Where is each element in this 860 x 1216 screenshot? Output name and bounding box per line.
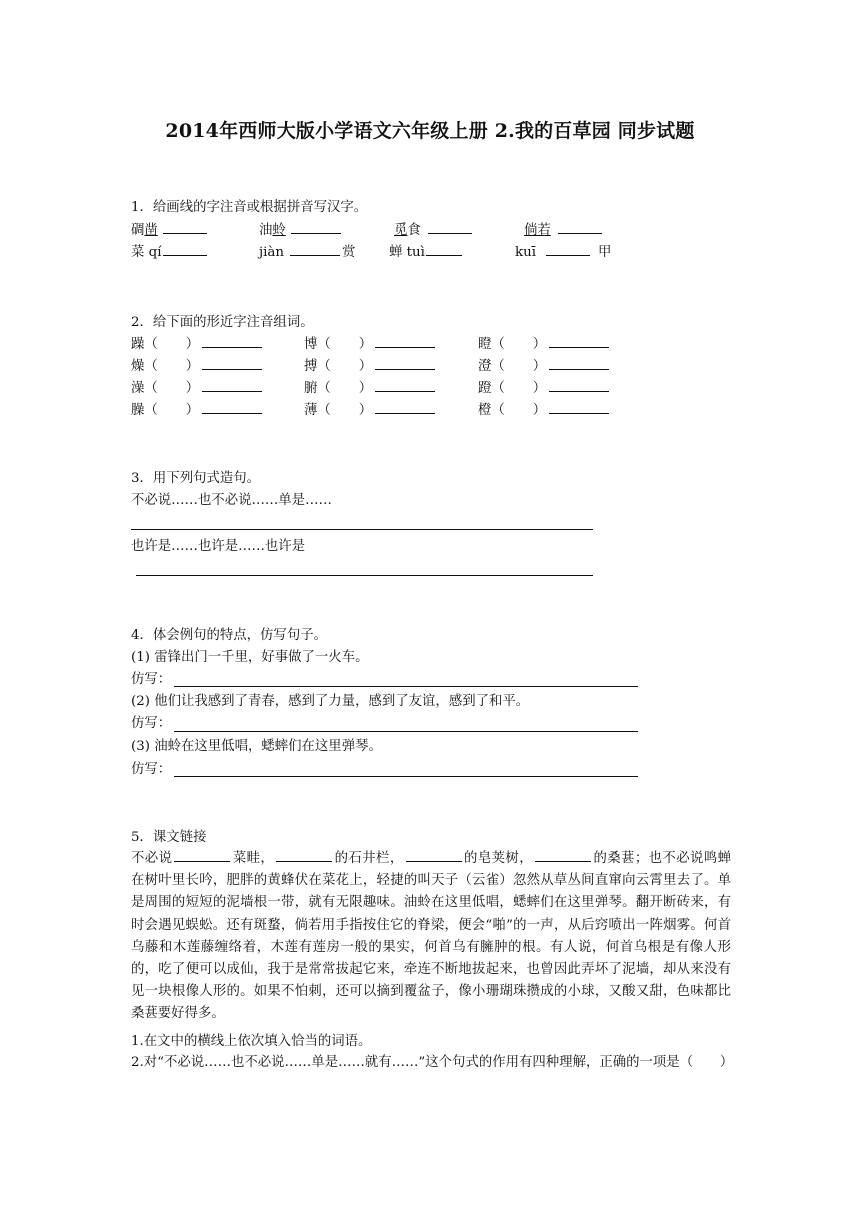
answer-blank[interactable]: [426, 243, 462, 256]
paren-close: ）: [532, 359, 547, 374]
answer-line[interactable]: [136, 575, 593, 576]
q2-char: 腑: [304, 381, 318, 396]
answer-blank[interactable]: [375, 401, 435, 414]
q3-pattern-1: 不必说……也不必说……单是……: [131, 493, 332, 508]
answer-blank[interactable]: [428, 221, 472, 234]
passage-text: 的桑葚；也不必说鸣蝉在树叶里长吟，肥胖的黄蜂伏在菜花上，轻捷的叫天子（云雀）忽然从草丛间直窜向云霄里去了。单是周围的短短的泥墙根一带，就有无限趣味。油蛉在这里低唱，蟋蟀们在这里弹琴。翻开断砖来，有时会遇见蜈蚣。还有斑蝥，倘若用手指按住它的脊梁，便会“啪”的一声，从后窍喷出一阵烟雾。何首乌藤和木莲藤缠络着，木莲有莲房一般的果实，何首乌有臃肿的根。有人说，何首乌根是有像人形的，吃了便可以成仙，我于是常常拔起它来，牵连不断地拔起来，也曾因此弄坏了泥墙，却从来没有见一块根像人形的。如果不怕刺，还可以摘到覆盆子，像小珊瑚珠攒成的小球，又酸又甜，色味都比桑葚要好得多。: [131, 851, 732, 1022]
q5-heading: 5．课文链接: [131, 830, 207, 845]
answer-blank[interactable]: [202, 379, 262, 392]
q1-item-1-underlined: 凿: [144, 223, 158, 238]
q2-cell: [304, 357, 437, 376]
q2-char: 搏: [304, 359, 318, 374]
document-title: 2014年西师大版小学语文六年级上册 2.我的百草园 同步试题: [165, 120, 695, 142]
paren-open: （: [491, 359, 505, 374]
q2-heading: 2．给下面的形近字注音组词。: [131, 315, 314, 330]
q4-imitate-label-3: 仿写：: [131, 762, 172, 777]
answer-blank[interactable]: [375, 379, 435, 392]
paren-open: （: [144, 337, 158, 352]
q2-char: 燥: [131, 359, 145, 374]
passage-text: 的石井栏，: [334, 851, 404, 866]
paren-open: （: [491, 337, 505, 352]
q1-pinyin-4-text: kuī: [515, 245, 537, 260]
paren-close: ）: [358, 381, 373, 396]
q1-pinyin-3: [389, 243, 464, 262]
q2-cell: [304, 335, 437, 354]
q2-cell: [478, 401, 611, 420]
q2-cell: [131, 379, 264, 398]
passage-text: 不必说: [131, 851, 173, 866]
q2-char: 橙: [478, 403, 492, 418]
paren-open: （: [144, 381, 158, 396]
q1-item-2: [259, 221, 343, 240]
answer-blank[interactable]: [174, 849, 230, 862]
q2-cell: [304, 401, 437, 420]
q1-item-2-char: 油: [259, 223, 273, 238]
q2-cell: [478, 335, 611, 354]
q5-sub-question-1: 1.在文中的横线上依次填入恰当的词语。: [131, 1034, 372, 1049]
q4-heading: 4．体会例句的特点，仿写句子。: [131, 628, 327, 643]
q2-cell: [131, 401, 264, 420]
paren-open: （: [317, 337, 331, 352]
answer-blank[interactable]: [291, 221, 341, 234]
answer-blank[interactable]: [546, 243, 590, 256]
paren-open: （: [317, 381, 331, 396]
answer-blank[interactable]: [276, 849, 332, 862]
paren-close: ）: [358, 359, 373, 374]
answer-blank[interactable]: [375, 335, 435, 348]
answer-blank[interactable]: [549, 379, 609, 392]
paren-close: ）: [185, 359, 200, 374]
answer-line[interactable]: [174, 686, 638, 687]
q3-pattern-2: 也许是……也许是……也许是: [131, 539, 306, 554]
q1-pinyin-1: [131, 243, 209, 262]
q4-imitate-label-1: 仿写：: [131, 672, 172, 687]
q1-item-2-underlined: 蛉: [272, 223, 286, 238]
paren-close: ）: [358, 403, 373, 418]
paren-open: （: [144, 403, 158, 418]
answer-blank[interactable]: [549, 335, 609, 348]
answer-line[interactable]: [174, 731, 638, 732]
q5-sub-question-2: 2.对“不必说……也不必说……单是……就有……”这个句式的作用有四种理解，正确的一项是（ ）: [131, 1055, 734, 1070]
paren-open: （: [491, 381, 505, 396]
paren-close: ）: [185, 381, 200, 396]
q1-pinyin-4-char: 甲: [598, 245, 612, 260]
passage-text: 的皂荚树，: [463, 851, 534, 866]
paren-close: ）: [532, 337, 547, 352]
q1-pinyin-2-text: jiàn: [259, 245, 285, 260]
q1-item-3-char: 食: [407, 223, 421, 238]
q2-char: 薄: [304, 403, 318, 418]
answer-blank[interactable]: [558, 221, 602, 234]
q2-char: 澡: [131, 381, 145, 396]
q2-char: 躁: [131, 337, 145, 352]
q4-imitate-label-2: 仿写：: [131, 716, 172, 731]
q2-cell: [131, 335, 264, 354]
q1-item-3-underlined: 觅: [394, 223, 408, 238]
paren-close: ）: [532, 403, 547, 418]
answer-blank[interactable]: [290, 243, 340, 256]
q2-cell: [478, 357, 611, 376]
q1-item-1: [131, 221, 209, 240]
answer-blank[interactable]: [163, 221, 207, 234]
answer-blank[interactable]: [202, 357, 262, 370]
q1-pinyin-4: [515, 243, 611, 262]
answer-blank[interactable]: [375, 357, 435, 370]
paren-close: ）: [358, 337, 373, 352]
answer-blank[interactable]: [549, 401, 609, 414]
answer-line[interactable]: [131, 529, 593, 530]
q5-passage: [131, 848, 731, 1026]
answer-blank[interactable]: [406, 849, 462, 862]
q1-pinyin-3-text: 蝉 tuì: [389, 245, 425, 260]
q2-cell: [131, 357, 264, 376]
passage-text: 菜畦，: [232, 851, 275, 866]
paren-open: （: [144, 359, 158, 374]
paren-open: （: [317, 359, 331, 374]
q3-heading: 3．用下列句式造句。: [131, 471, 261, 486]
q1-pinyin-2-char: 赏: [342, 245, 356, 260]
paren-open: （: [491, 403, 505, 418]
q1-item-1-char: 碉: [131, 223, 145, 238]
q4-item-1: (1) 雷锋出门一千里，好事做了一火车。: [131, 650, 369, 665]
paren-close: ）: [532, 381, 547, 396]
paren-open: （: [317, 403, 331, 418]
answer-blank[interactable]: [535, 849, 591, 862]
q4-item-3: (3) 油蛉在这里低唱，蟋蟀们在这里弹琴。: [131, 739, 382, 754]
q2-char: 臊: [131, 403, 145, 418]
q2-char: 博: [304, 337, 318, 352]
q1-heading: 1．给画线的字注音或根据拼音写汉字。: [131, 200, 368, 215]
q2-char: 澄: [478, 359, 492, 374]
q2-cell: [478, 379, 611, 398]
q1-pinyin-1-text: 菜 qí: [131, 245, 162, 260]
answer-blank[interactable]: [549, 357, 609, 370]
q2-cell: [304, 379, 437, 398]
q2-char: 瞪: [478, 337, 492, 352]
q4-item-2: (2) 他们让我感到了青春，感到了力量，感到了友谊，感到了和平。: [131, 694, 530, 709]
q1-pinyin-2: [259, 243, 355, 262]
q1-item-3: [394, 221, 474, 240]
q1-item-4-underlined: 倘若: [524, 223, 551, 238]
paren-close: ）: [185, 337, 200, 352]
answer-blank[interactable]: [163, 243, 207, 256]
answer-blank[interactable]: [202, 335, 262, 348]
q2-char: 蹬: [478, 381, 492, 396]
paren-close: ）: [185, 403, 200, 418]
answer-line[interactable]: [174, 776, 638, 777]
answer-blank[interactable]: [202, 401, 262, 414]
q1-item-4: [524, 221, 604, 240]
